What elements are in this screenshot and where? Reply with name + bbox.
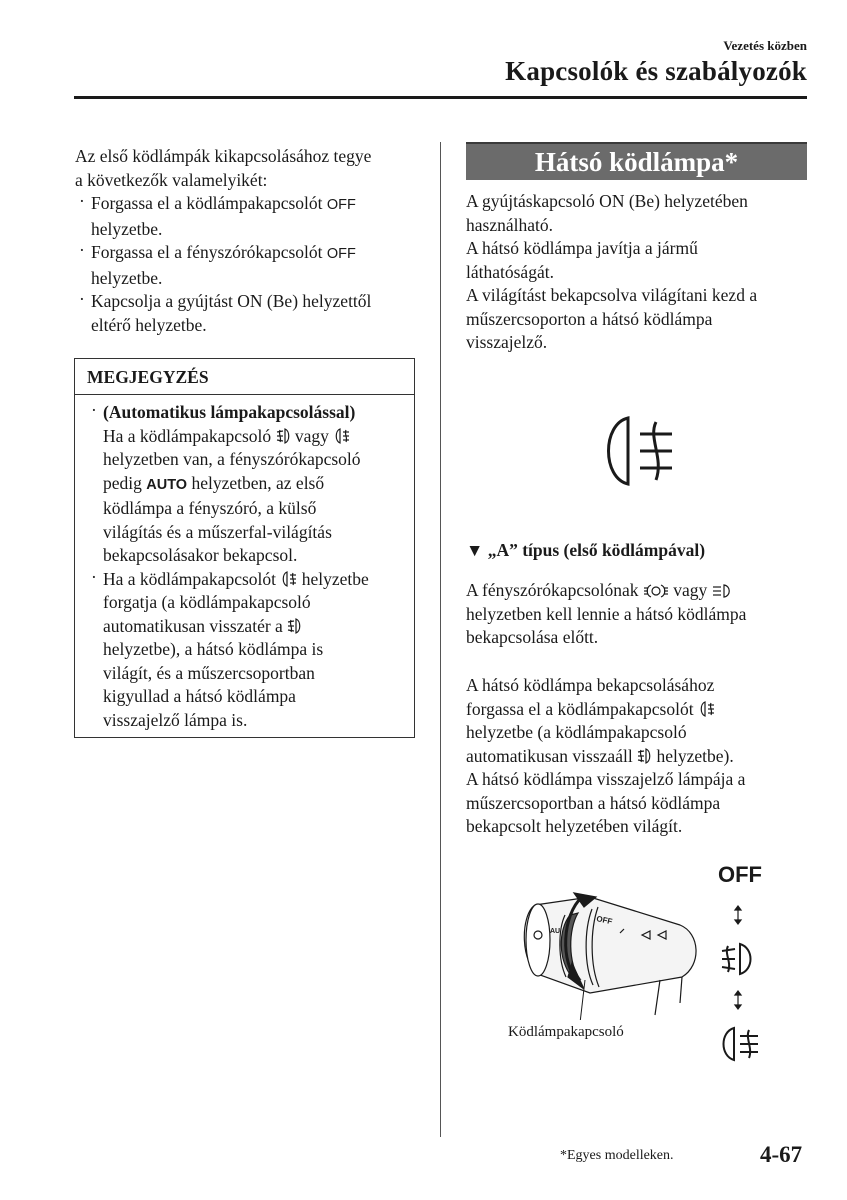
note-box	[74, 358, 415, 738]
figure-caption: Ködlámpakapcsoló	[508, 1024, 624, 1040]
intro-paragraph: A gyújtáskapcsoló ON (Be) helyzetében használható. A hátsó ködlámpa javítja a jármű láthatóságát. A világítást bekapcsolva világítani kezd a műszercsoporton a hátsó ködlámpa visszajelző.	[466, 191, 758, 352]
page-number: 4-67	[760, 1142, 803, 1167]
lever-auto-text: AU	[550, 928, 561, 935]
list-item-cont: eltérő helyzetbe.	[91, 314, 207, 335]
note-body: · (Automatikus lámpakapcsolással) Ha a ködlámpakapcsoló vagy helyzetben van, a fényszórókapcsoló pedig AUTO helyzetben, az első ködlámpa a fényszóró, a külső világítás és a műszerfal-világítás bekapcsolásakor bekapcsol. · Ha a ködlámpakapcsolót helyzetbe forgatja (a ködlámpakapcsoló automatikusan visszatér a helyzetbe), a hátsó ködlámpa is világít, és a műszercsoportban kigyullad a hátsó ködlámpa visszajelző lámpa is.	[75, 395, 414, 732]
front-fog-lamp-icon	[276, 427, 291, 445]
arrow-updown-icon	[732, 990, 744, 1010]
auto-position-label: AUTO	[146, 476, 188, 493]
page-title: Kapcsolók és szabályozók	[505, 56, 807, 86]
note-item: · (Automatikus lámpakapcsolással)	[91, 400, 356, 422]
paragraph: A fényszórókapcsolónak vagy helyzetben kell lennie a hátsó ködlámpa bekapcsolása előtt.	[466, 580, 747, 647]
paragraph: A hátsó ködlámpa bekapcsolásához forgassa el a ködlámpakapcsolót helyzetbe (a ködlámpakapcsoló automatikusan visszaáll helyzetbe). A hátsó ködlámpa visszajelző lámpája a műszercsoportban a hátsó ködlámpa bekapcsolt helyzetében világít.	[466, 675, 746, 836]
note-heading: MEGJEGYZÉS	[75, 359, 414, 395]
rear-fog-lamp-icon	[698, 700, 715, 718]
front-fog-lamp-icon	[720, 940, 758, 978]
headlight-low-icon	[712, 583, 732, 599]
rear-fog-lamp-icon	[280, 570, 297, 588]
section-banner: Hátsó ködlámpa*	[466, 142, 807, 180]
off-position-label: OFF	[326, 246, 356, 262]
intro-line: a következők valamelyikét:	[75, 169, 268, 190]
intro-paragraph	[75, 145, 420, 337]
rear-fog-lamp-icon	[333, 427, 350, 445]
arrow-updown-icon	[732, 905, 744, 925]
list-item: · Forgassa el a fényszórókapcsolót OFF	[79, 240, 356, 262]
front-fog-lamp-icon	[637, 747, 652, 765]
list-item: · Forgassa el a ködlámpakapcsolót OFF	[79, 191, 356, 213]
rear-fog-lamp-icon	[718, 1024, 760, 1064]
intro-line: Az első ködlámpák kikapcsolásához tegye	[75, 146, 372, 166]
parking-lamp-icon	[643, 583, 669, 599]
lever-off-text: OFF	[595, 914, 614, 927]
note-item: · Ha a ködlámpakapcsolót helyzetbe	[91, 566, 369, 589]
subheading: ▼ „A” típus (első ködlámpával)	[466, 540, 706, 560]
column-divider	[440, 142, 441, 1137]
off-position-label: OFF	[718, 862, 762, 887]
front-fog-lamp-icon	[287, 617, 302, 635]
footnote: *Egyes modelleken.	[560, 1148, 674, 1163]
list-item-cont: helyzetbe.	[91, 218, 163, 239]
fog-switch-lever-illustration	[510, 885, 710, 1020]
section-label: Vezetés közben	[723, 38, 807, 53]
list-item: · Kapcsolja a gyújtást ON (Be) helyzettől	[79, 289, 372, 311]
off-position-label: OFF	[326, 197, 356, 213]
list-item-cont: helyzetbe.	[91, 267, 163, 288]
rear-fog-indicator-icon	[598, 412, 678, 490]
title-divider	[74, 96, 807, 99]
